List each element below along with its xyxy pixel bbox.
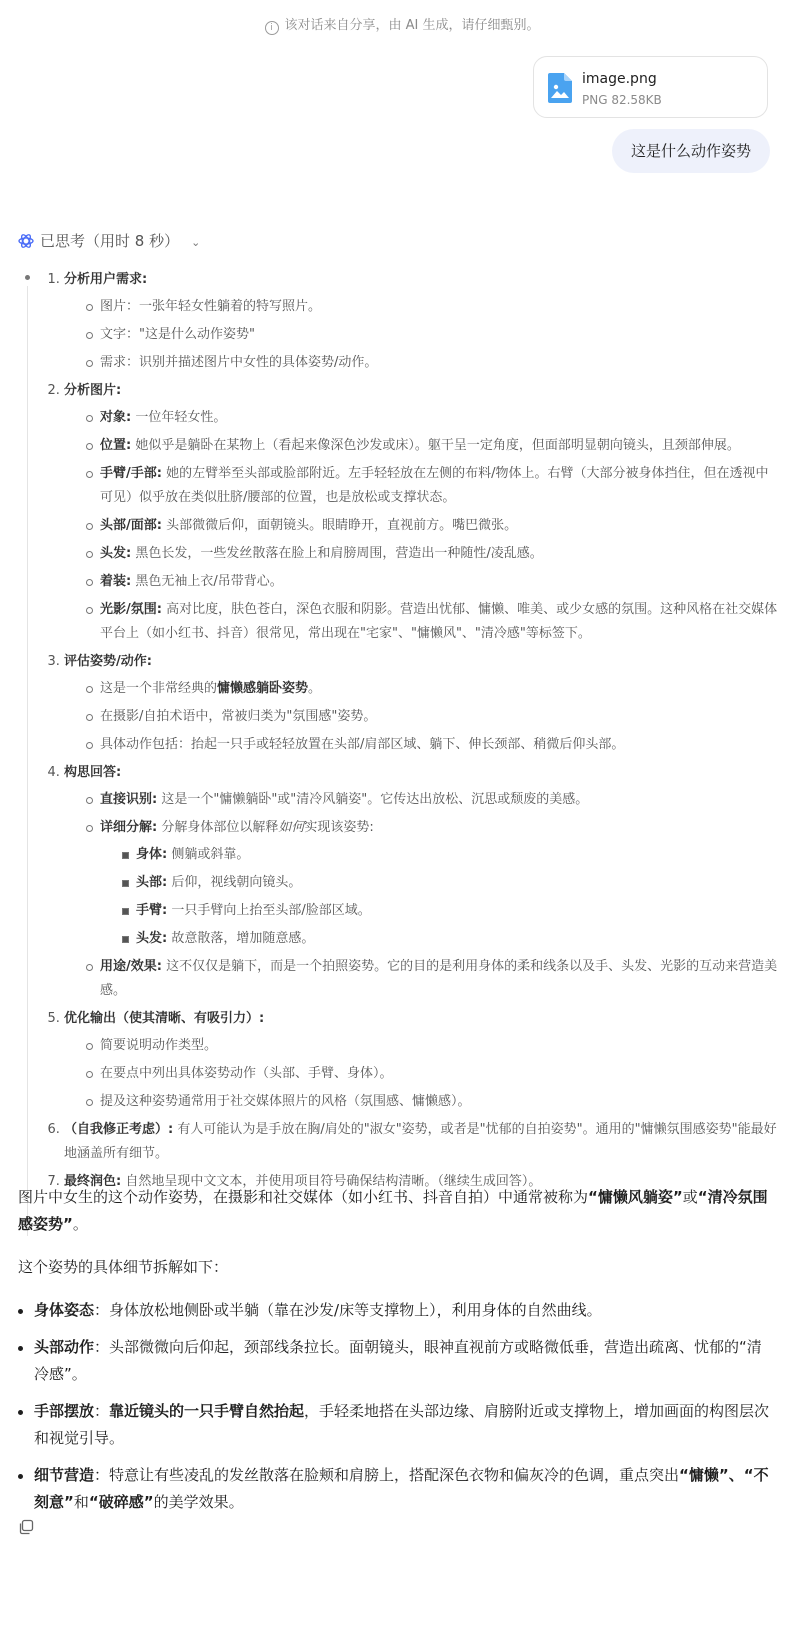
user-message: 这是什么动作姿势: [612, 129, 770, 173]
list-item: 需求：识别并描述图片中女性的具体姿势/动作。: [86, 351, 780, 375]
list-item: 这是一个非常经典的慵懒感躺卧姿势。: [86, 677, 780, 701]
image-file-icon: [548, 73, 572, 103]
list-item: 头发: 故意散落，增加随意感。: [122, 927, 780, 951]
thinking-step-2: 2. 分析图片: 对象: 一位年轻女性。 位置: 她似乎是躺卧在某物上（看起来像深色沙发或床）。躯干呈一定角度，但面部明显朝向镜头，且颈部伸展。 手臂/手部: 她的左臂举至头部或脸部附近。左手轻轻放在左侧的布料/物体上。右臂（大部分被身体挡住，但在透视中可见）似乎放在类似肚脐/腰部的位置，也是放松或支撑状态。 头部/面部: 头部微微后仰，面朝镜头。眼睛睁开，直视前方。嘴巴微张。 头发: 黑色长发，一些发丝散落在脸上和肩膀周围，营造出一种随性/凌乱感。 着装: 黑色无袖上衣/吊带背心。 光影/氛围: 高对比度，肤色苍白，深色衣服和阴影。营造出忧郁、慵懒、唯美、或少女感的氛围。这种风格在社交媒体平台上（如小红书、抖音）很常见，常出现在"宅家"、"慵懒风"、"清冷感"等标签下。: [64, 379, 780, 646]
list-item: 对象: 一位年轻女性。: [86, 406, 780, 430]
list-item: 提及这种姿势通常用于社交媒体照片的风格（氛围感、慵懒感）。: [86, 1090, 780, 1114]
file-attachment[interactable]: [533, 56, 768, 118]
list-item: 文字："这是什么动作姿势": [86, 323, 780, 347]
thinking-toggle[interactable]: [18, 230, 200, 251]
assistant-answer: [18, 1184, 776, 1526]
list-item: 手臂/手部: 她的左臂举至头部或脸部附近。左手轻轻放在左侧的布料/物体上。右臂（大部分被身体挡住，但在透视中可见）似乎放在类似肚脐/腰部的位置，也是放松或支撑状态。: [86, 462, 780, 510]
thinking-step-6: 6. （自我修正考虑）: 有人可能认为是手放在胸/肩处的"淑女"姿势，或者是"忧郁的自拍姿势"。通用的"慵懒氛围感姿势"能最好地涵盖所有细节。: [64, 1118, 780, 1166]
thinking-step-1: 1. 分析用户需求: 图片：一张年轻女性躺着的特写照片。 文字："这是什么动作姿势" 需求：识别并描述图片中女性的具体姿势/动作。: [64, 268, 780, 375]
chevron-down-icon: ⌄: [191, 236, 201, 249]
bullet-dot: [25, 275, 30, 280]
list-item: 细节营造：特意让有些凌乱的发丝散落在脸颊和肩膀上，搭配深色衣物和偏灰冷的色调，重点突出“慵懒”、“不刻意”和“破碎感”的美学效果。: [18, 1462, 776, 1516]
thinking-label: 已思考（用时 8 秒）: [40, 232, 180, 250]
list-item: 身体姿态：身体放松地侧卧或半躺（靠在沙发/床等支撑物上），利用身体的自然曲线。: [18, 1297, 776, 1324]
list-item: 头发: 黑色长发，一些发丝散落在脸上和肩膀周围，营造出一种随性/凌乱感。: [86, 542, 780, 566]
list-item: 手臂: 一只手臂向上抬至头部/脸部区域。: [122, 899, 780, 923]
copy-icon[interactable]: [18, 1519, 34, 1535]
list-item: 头部/面部: 头部微微后仰，面朝镜头。眼睛睁开，直视前方。嘴巴微张。: [86, 514, 780, 538]
share-notice: i 该对话来自分享，由 AI 生成，请仔细甄别。: [0, 14, 804, 35]
file-meta: PNG 82.58KB: [582, 93, 662, 107]
list-item: 具体动作包括：抬起一只手或轻轻放置在头部/肩部区域、躺下、伸长颈部、稍微后仰头部。: [86, 733, 780, 757]
list-item: 头部动作：头部微微向后仰起，颈部线条拉长。面朝镜头，眼神直视前方或略微低垂，营造出疏离、忧郁的“清冷感”。: [18, 1334, 776, 1388]
thinking-step-3: 3. 评估姿势/动作: 这是一个非常经典的慵懒感躺卧姿势。 在摄影/自拍术语中，常被归类为"氛围感"姿势。 具体动作包括：抬起一只手或轻轻放置在头部/肩部区域、躺下、伸长颈部、稍微后仰头部。: [64, 650, 780, 757]
thinking-step-5: 5. 优化输出（使其清晰、有吸引力）: 简要说明动作类型。 在要点中列出具体姿势动作（头部、手臂、身体）。 提及这种姿势通常用于社交媒体照片的风格（氛围感、慵懒感）。: [64, 1007, 780, 1114]
list-item: 在要点中列出具体姿势动作（头部、手臂、身体）。: [86, 1062, 780, 1086]
list-item: 手部摆放：靠近镜头的一只手臂自然抬起，手轻柔地搭在头部边缘、肩膀附近或支撑物上，增加画面的构图层次和视觉引导。: [18, 1398, 776, 1452]
thinking-step-7: 7. 最终润色: 自然地呈现中文文本，并使用项目符号确保结构清晰。（继续生成回答）。: [64, 1170, 780, 1194]
list-item: 位置: 她似乎是躺卧在某物上（看起来像深色沙发或床）。躯干呈一定角度，但面部明显朝向镜头，且颈部伸展。: [86, 434, 780, 458]
list-item: 详细分解: 分解身体部位以解释如何实现该姿势: 身体: 侧躺或斜靠。 头部: 后仰，视线朝向镜头。 手臂: 一只手臂向上抬至头部/脸部区域。 头发: 故意散落，增加随意感。: [86, 816, 780, 951]
thinking-divider: [27, 286, 28, 1236]
list-item: 身体: 侧躺或斜靠。: [122, 843, 780, 867]
answer-lead: 这个姿势的具体细节拆解如下：: [18, 1258, 229, 1276]
thinking-content: [20, 268, 780, 1198]
thinking-step-4: 4. 构思回答: 直接识别: 这是一个"慵懒躺卧"或"清冷风躺姿"。它传达出放松、沉思或颓废的美感。 详细分解: 分解身体部位以解释如何实现该姿势: 身体: 侧躺或斜靠。 头部: 后仰，视线朝向镜头。 手臂: 一只手臂向上抬至头部/脸部区域。 头发: 故意散落，增加随意感。 用途/效果: 这不仅仅是躺下，而是一个拍照姿势。它的目的是利用身体的柔和线条以及手、头发、光影的互动来营造美感。: [64, 761, 780, 1003]
list-item: 着装: 黑色无袖上衣/吊带背心。: [86, 570, 780, 594]
list-item: 在摄影/自拍术语中，常被归类为"氛围感"姿势。: [86, 705, 780, 729]
list-item: 图片：一张年轻女性躺着的特写照片。: [86, 295, 780, 319]
list-item: 直接识别: 这是一个"慵懒躺卧"或"清冷风躺姿"。它传达出放松、沉思或颓废的美感。: [86, 788, 780, 812]
list-item: 光影/氛围: 高对比度，肤色苍白，深色衣服和阴影。营造出忧郁、慵懒、唯美、或少女感的氛围。这种风格在社交媒体平台上（如小红书、抖音）很常见，常出现在"宅家"、"慵懒风"、"清冷感"等标签下。: [86, 598, 780, 646]
list-item: 用途/效果: 这不仅仅是躺下，而是一个拍照姿势。它的目的是利用身体的柔和线条以及手、头发、光影的互动来营造美感。: [86, 955, 780, 1003]
thinking-icon: [18, 233, 34, 249]
file-name: image.png: [582, 71, 657, 87]
answer-intro: 图片中女生的这个动作姿势，在摄影和社交媒体（如小红书、抖音自拍）中通常被称为“慵懒风躺姿”或“清冷氛围感姿势”。: [18, 1188, 768, 1233]
info-icon: i: [265, 21, 279, 35]
list-item: 简要说明动作类型。: [86, 1034, 780, 1058]
list-item: 头部: 后仰，视线朝向镜头。: [122, 871, 780, 895]
